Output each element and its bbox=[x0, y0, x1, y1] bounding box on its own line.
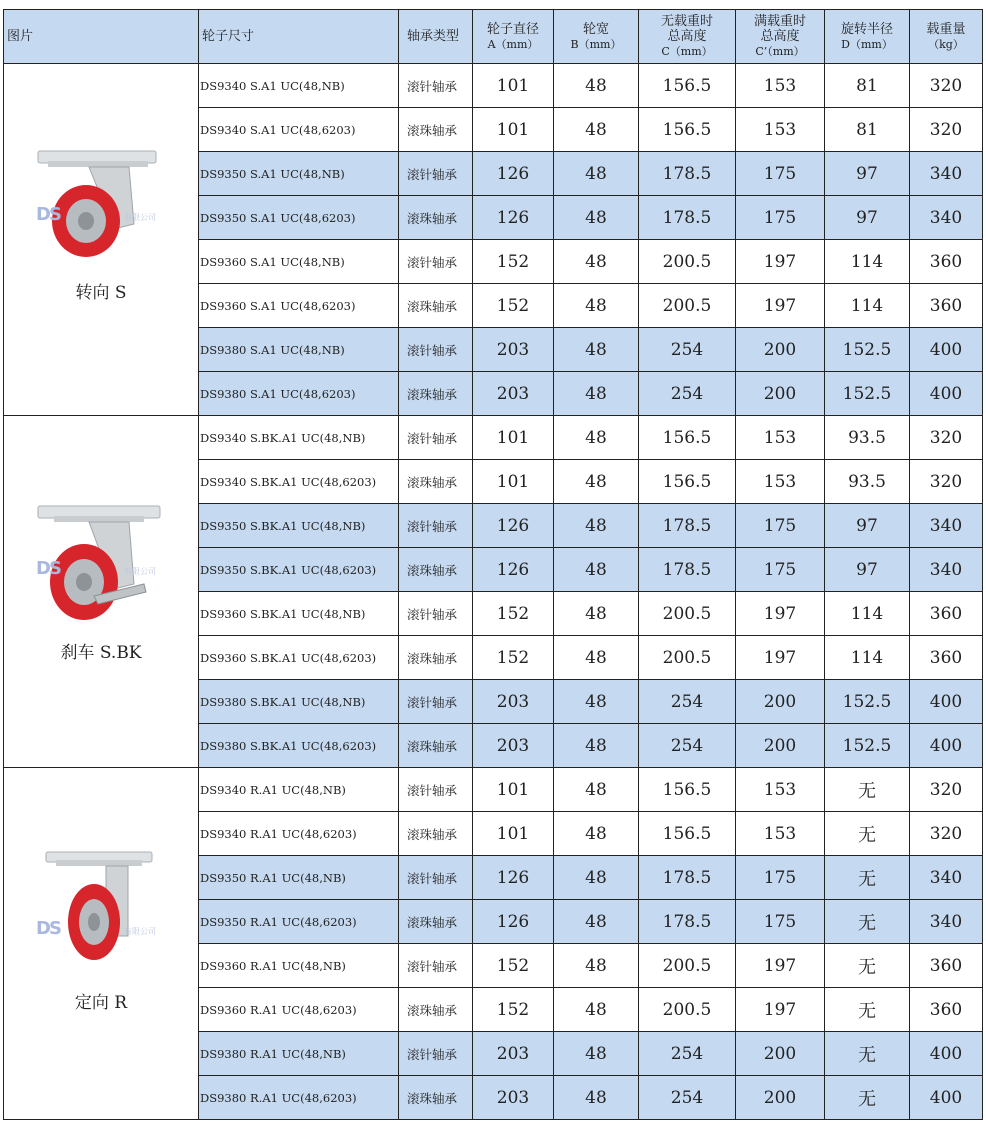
cell-width: 48 bbox=[554, 1032, 639, 1076]
cell-diameter: 152 bbox=[473, 988, 554, 1032]
cell-load: 400 bbox=[910, 1032, 983, 1076]
header-load: 载重量 （kg） bbox=[910, 10, 983, 64]
cell-width: 48 bbox=[554, 240, 639, 284]
cell-radius: 无 bbox=[825, 988, 910, 1032]
cell-height-empty: 178.5 bbox=[639, 856, 736, 900]
cell-height-empty: 178.5 bbox=[639, 504, 736, 548]
product-image-cell bbox=[4, 416, 199, 768]
cell-radius: 无 bbox=[825, 812, 910, 856]
cell-bearing: 滚针轴承 bbox=[399, 152, 473, 196]
cell-diameter: 152 bbox=[473, 944, 554, 988]
cell-width: 48 bbox=[554, 680, 639, 724]
header-diameter: 轮子直径 A（mm） bbox=[473, 10, 554, 64]
cell-model: DS9350 S.A1 UC(48,NB) bbox=[199, 152, 399, 196]
cell-load: 400 bbox=[910, 372, 983, 416]
cell-model: DS9350 R.A1 UC(48,6203) bbox=[199, 900, 399, 944]
cell-height-empty: 254 bbox=[639, 680, 736, 724]
cell-bearing: 滚珠轴承 bbox=[399, 460, 473, 504]
cell-bearing: 滚珠轴承 bbox=[399, 724, 473, 768]
cell-diameter: 101 bbox=[473, 768, 554, 812]
watermark-logo: DS bbox=[36, 204, 60, 225]
cell-height-full: 153 bbox=[736, 460, 825, 504]
cell-height-empty: 254 bbox=[639, 724, 736, 768]
cell-height-empty: 156.5 bbox=[639, 460, 736, 504]
cell-bearing: 滚针轴承 bbox=[399, 328, 473, 372]
header-height-full: 满载重时 总高度 C’（mm） bbox=[736, 10, 825, 64]
cell-height-full: 175 bbox=[736, 504, 825, 548]
cell-radius: 无 bbox=[825, 1032, 910, 1076]
table-row bbox=[4, 64, 983, 108]
cell-diameter: 126 bbox=[473, 856, 554, 900]
table-row bbox=[4, 768, 983, 812]
watermark-text: 有限公司 bbox=[124, 213, 156, 222]
cell-height-empty: 156.5 bbox=[639, 416, 736, 460]
cell-load: 360 bbox=[910, 988, 983, 1032]
cell-height-full: 153 bbox=[736, 108, 825, 152]
cell-height-full: 175 bbox=[736, 548, 825, 592]
cell-height-full: 200 bbox=[736, 1076, 825, 1120]
product-caption: 转向 S bbox=[75, 283, 127, 303]
cell-height-empty: 200.5 bbox=[639, 592, 736, 636]
cell-diameter: 203 bbox=[473, 680, 554, 724]
cell-model: DS9350 S.BK.A1 UC(48,NB) bbox=[199, 504, 399, 548]
watermark-text: 有限公司 bbox=[124, 567, 156, 576]
cell-width: 48 bbox=[554, 592, 639, 636]
cell-model: DS9380 S.A1 UC(48,NB) bbox=[199, 328, 399, 372]
cell-model: DS9380 S.BK.A1 UC(48,NB) bbox=[199, 680, 399, 724]
cell-radius: 114 bbox=[825, 592, 910, 636]
cell-bearing: 滚针轴承 bbox=[399, 416, 473, 460]
cell-diameter: 203 bbox=[473, 328, 554, 372]
cell-load: 400 bbox=[910, 680, 983, 724]
cell-radius: 93.5 bbox=[825, 416, 910, 460]
cell-height-full: 175 bbox=[736, 196, 825, 240]
cell-bearing: 滚珠轴承 bbox=[399, 1076, 473, 1120]
cell-width: 48 bbox=[554, 64, 639, 108]
cell-diameter: 101 bbox=[473, 416, 554, 460]
cell-load: 360 bbox=[910, 240, 983, 284]
cell-height-empty: 200.5 bbox=[639, 636, 736, 680]
cell-height-empty: 254 bbox=[639, 328, 736, 372]
cell-height-full: 153 bbox=[736, 416, 825, 460]
cell-width: 48 bbox=[554, 284, 639, 328]
cell-bearing: 滚针轴承 bbox=[399, 504, 473, 548]
cell-radius: 无 bbox=[825, 944, 910, 988]
cell-diameter: 126 bbox=[473, 196, 554, 240]
cell-height-empty: 200.5 bbox=[639, 284, 736, 328]
cell-bearing: 滚针轴承 bbox=[399, 768, 473, 812]
cell-bearing: 滚针轴承 bbox=[399, 64, 473, 108]
cell-radius: 无 bbox=[825, 1076, 910, 1120]
cell-width: 48 bbox=[554, 416, 639, 460]
cell-radius: 152.5 bbox=[825, 328, 910, 372]
cell-model: DS9340 S.BK.A1 UC(48,6203) bbox=[199, 460, 399, 504]
cell-model: DS9380 S.A1 UC(48,6203) bbox=[199, 372, 399, 416]
cell-load: 400 bbox=[910, 1076, 983, 1120]
header-height-empty: 无载重时 总高度 C（mm） bbox=[639, 10, 736, 64]
cell-radius: 97 bbox=[825, 504, 910, 548]
cell-height-empty: 254 bbox=[639, 1076, 736, 1120]
cell-load: 360 bbox=[910, 284, 983, 328]
cell-height-empty: 156.5 bbox=[639, 768, 736, 812]
cell-load: 360 bbox=[910, 944, 983, 988]
cell-height-full: 200 bbox=[736, 680, 825, 724]
cell-height-empty: 178.5 bbox=[639, 900, 736, 944]
cell-diameter: 203 bbox=[473, 1032, 554, 1076]
cell-height-full: 197 bbox=[736, 988, 825, 1032]
cell-load: 400 bbox=[910, 328, 983, 372]
cell-width: 48 bbox=[554, 328, 639, 372]
cell-load: 360 bbox=[910, 636, 983, 680]
cell-diameter: 152 bbox=[473, 592, 554, 636]
cell-height-full: 197 bbox=[736, 592, 825, 636]
cell-height-full: 197 bbox=[736, 284, 825, 328]
cell-diameter: 126 bbox=[473, 900, 554, 944]
product-image-cell bbox=[4, 64, 199, 416]
cell-load: 340 bbox=[910, 856, 983, 900]
cell-width: 48 bbox=[554, 460, 639, 504]
header-image: 图片 bbox=[4, 10, 199, 64]
cell-model: DS9350 R.A1 UC(48,NB) bbox=[199, 856, 399, 900]
cell-radius: 81 bbox=[825, 64, 910, 108]
product-image bbox=[34, 850, 164, 967]
cell-load: 340 bbox=[910, 900, 983, 944]
cell-width: 48 bbox=[554, 548, 639, 592]
cell-model: DS9380 S.BK.A1 UC(48,6203) bbox=[199, 724, 399, 768]
cell-load: 320 bbox=[910, 64, 983, 108]
cell-radius: 114 bbox=[825, 636, 910, 680]
cell-model: DS9340 R.A1 UC(48,NB) bbox=[199, 768, 399, 812]
cell-bearing: 滚针轴承 bbox=[399, 592, 473, 636]
product-caption: 刹车 S.BK bbox=[60, 643, 142, 663]
cell-bearing: 滚珠轴承 bbox=[399, 108, 473, 152]
cell-radius: 114 bbox=[825, 240, 910, 284]
cell-width: 48 bbox=[554, 900, 639, 944]
cell-height-full: 197 bbox=[736, 240, 825, 284]
cell-model: DS9350 S.BK.A1 UC(48,6203) bbox=[199, 548, 399, 592]
cell-diameter: 152 bbox=[473, 240, 554, 284]
cell-height-full: 197 bbox=[736, 944, 825, 988]
cell-bearing: 滚珠轴承 bbox=[399, 900, 473, 944]
cell-height-empty: 156.5 bbox=[639, 64, 736, 108]
cell-height-full: 175 bbox=[736, 856, 825, 900]
cell-radius: 无 bbox=[825, 856, 910, 900]
cell-bearing: 滚针轴承 bbox=[399, 1032, 473, 1076]
cell-radius: 93.5 bbox=[825, 460, 910, 504]
watermark-logo: DS bbox=[36, 918, 60, 939]
cell-bearing: 滚珠轴承 bbox=[399, 372, 473, 416]
cell-model: DS9360 S.A1 UC(48,NB) bbox=[199, 240, 399, 284]
cell-radius: 97 bbox=[825, 548, 910, 592]
cell-bearing: 滚珠轴承 bbox=[399, 636, 473, 680]
cell-model: DS9340 S.A1 UC(48,6203) bbox=[199, 108, 399, 152]
cell-bearing: 滚珠轴承 bbox=[399, 548, 473, 592]
cell-width: 48 bbox=[554, 724, 639, 768]
cell-height-empty: 200.5 bbox=[639, 240, 736, 284]
cell-radius: 97 bbox=[825, 152, 910, 196]
cell-load: 340 bbox=[910, 548, 983, 592]
cell-height-full: 200 bbox=[736, 1032, 825, 1076]
cell-width: 48 bbox=[554, 504, 639, 548]
cell-load: 340 bbox=[910, 152, 983, 196]
cell-bearing: 滚针轴承 bbox=[399, 680, 473, 724]
cell-load: 340 bbox=[910, 504, 983, 548]
cell-radius: 无 bbox=[825, 900, 910, 944]
cell-bearing: 滚针轴承 bbox=[399, 944, 473, 988]
cell-diameter: 101 bbox=[473, 460, 554, 504]
cell-height-full: 175 bbox=[736, 152, 825, 196]
cell-load: 360 bbox=[910, 592, 983, 636]
cell-height-full: 175 bbox=[736, 900, 825, 944]
header-width: 轮宽 B（mm） bbox=[554, 10, 639, 64]
cell-model: DS9350 S.A1 UC(48,6203) bbox=[199, 196, 399, 240]
cell-width: 48 bbox=[554, 856, 639, 900]
cell-bearing: 滚珠轴承 bbox=[399, 812, 473, 856]
watermark-logo: DS bbox=[36, 558, 60, 579]
cell-model: DS9380 R.A1 UC(48,NB) bbox=[199, 1032, 399, 1076]
header-row bbox=[4, 10, 983, 64]
cell-diameter: 101 bbox=[473, 108, 554, 152]
cell-height-full: 200 bbox=[736, 724, 825, 768]
cell-diameter: 126 bbox=[473, 548, 554, 592]
cell-load: 320 bbox=[910, 416, 983, 460]
cell-width: 48 bbox=[554, 152, 639, 196]
product-image-cell bbox=[4, 768, 199, 1120]
cell-model: DS9360 S.BK.A1 UC(48,6203) bbox=[199, 636, 399, 680]
cell-diameter: 152 bbox=[473, 284, 554, 328]
cell-model: DS9380 R.A1 UC(48,6203) bbox=[199, 1076, 399, 1120]
cell-radius: 114 bbox=[825, 284, 910, 328]
cell-width: 48 bbox=[554, 1076, 639, 1120]
cell-diameter: 101 bbox=[473, 812, 554, 856]
cell-model: DS9340 R.A1 UC(48,6203) bbox=[199, 812, 399, 856]
header-bearing: 轴承类型 bbox=[399, 10, 473, 64]
cell-width: 48 bbox=[554, 768, 639, 812]
cell-diameter: 126 bbox=[473, 504, 554, 548]
cell-model: DS9340 S.BK.A1 UC(48,NB) bbox=[199, 416, 399, 460]
cell-height-empty: 178.5 bbox=[639, 548, 736, 592]
cell-diameter: 152 bbox=[473, 636, 554, 680]
cell-height-empty: 156.5 bbox=[639, 812, 736, 856]
cell-radius: 152.5 bbox=[825, 724, 910, 768]
cell-load: 400 bbox=[910, 724, 983, 768]
cell-height-empty: 200.5 bbox=[639, 944, 736, 988]
cell-load: 340 bbox=[910, 196, 983, 240]
cell-load: 320 bbox=[910, 460, 983, 504]
cell-model: DS9360 S.BK.A1 UC(48,NB) bbox=[199, 592, 399, 636]
cell-model: DS9360 S.A1 UC(48,6203) bbox=[199, 284, 399, 328]
cell-width: 48 bbox=[554, 108, 639, 152]
cell-bearing: 滚珠轴承 bbox=[399, 196, 473, 240]
cell-diameter: 203 bbox=[473, 724, 554, 768]
cell-bearing: 滚珠轴承 bbox=[399, 988, 473, 1032]
cell-height-full: 200 bbox=[736, 372, 825, 416]
cell-radius: 无 bbox=[825, 768, 910, 812]
cell-radius: 152.5 bbox=[825, 372, 910, 416]
cell-model: DS9360 R.A1 UC(48,6203) bbox=[199, 988, 399, 1032]
cell-load: 320 bbox=[910, 108, 983, 152]
cell-height-full: 153 bbox=[736, 64, 825, 108]
cell-height-full: 200 bbox=[736, 328, 825, 372]
cell-height-full: 153 bbox=[736, 812, 825, 856]
cell-model: DS9340 S.A1 UC(48,NB) bbox=[199, 64, 399, 108]
cell-width: 48 bbox=[554, 636, 639, 680]
cell-model: DS9360 R.A1 UC(48,NB) bbox=[199, 944, 399, 988]
cell-height-empty: 178.5 bbox=[639, 196, 736, 240]
product-caption: 定向 R bbox=[74, 993, 128, 1013]
cell-height-empty: 254 bbox=[639, 372, 736, 416]
cell-radius: 81 bbox=[825, 108, 910, 152]
cell-width: 48 bbox=[554, 988, 639, 1032]
cell-height-empty: 254 bbox=[639, 1032, 736, 1076]
cell-bearing: 滚珠轴承 bbox=[399, 284, 473, 328]
cell-diameter: 101 bbox=[473, 64, 554, 108]
table-row bbox=[4, 416, 983, 460]
cell-height-full: 197 bbox=[736, 636, 825, 680]
cell-load: 320 bbox=[910, 768, 983, 812]
watermark-text: 有限公司 bbox=[124, 927, 156, 936]
cell-width: 48 bbox=[554, 372, 639, 416]
header-radius: 旋转半径 D（mm） bbox=[825, 10, 910, 64]
rigid-caster-icon bbox=[34, 850, 164, 962]
cell-diameter: 203 bbox=[473, 1076, 554, 1120]
cell-load: 320 bbox=[910, 812, 983, 856]
cell-height-full: 153 bbox=[736, 768, 825, 812]
cell-radius: 97 bbox=[825, 196, 910, 240]
cell-radius: 152.5 bbox=[825, 680, 910, 724]
cell-height-empty: 200.5 bbox=[639, 988, 736, 1032]
header-model: 轮子尺寸 bbox=[199, 10, 399, 64]
cell-width: 48 bbox=[554, 812, 639, 856]
cell-height-empty: 178.5 bbox=[639, 152, 736, 196]
cell-diameter: 203 bbox=[473, 372, 554, 416]
cell-bearing: 滚针轴承 bbox=[399, 856, 473, 900]
caster-spec-table bbox=[3, 9, 983, 1120]
cell-height-empty: 156.5 bbox=[639, 108, 736, 152]
cell-bearing: 滚针轴承 bbox=[399, 240, 473, 284]
cell-width: 48 bbox=[554, 944, 639, 988]
cell-width: 48 bbox=[554, 196, 639, 240]
cell-diameter: 126 bbox=[473, 152, 554, 196]
